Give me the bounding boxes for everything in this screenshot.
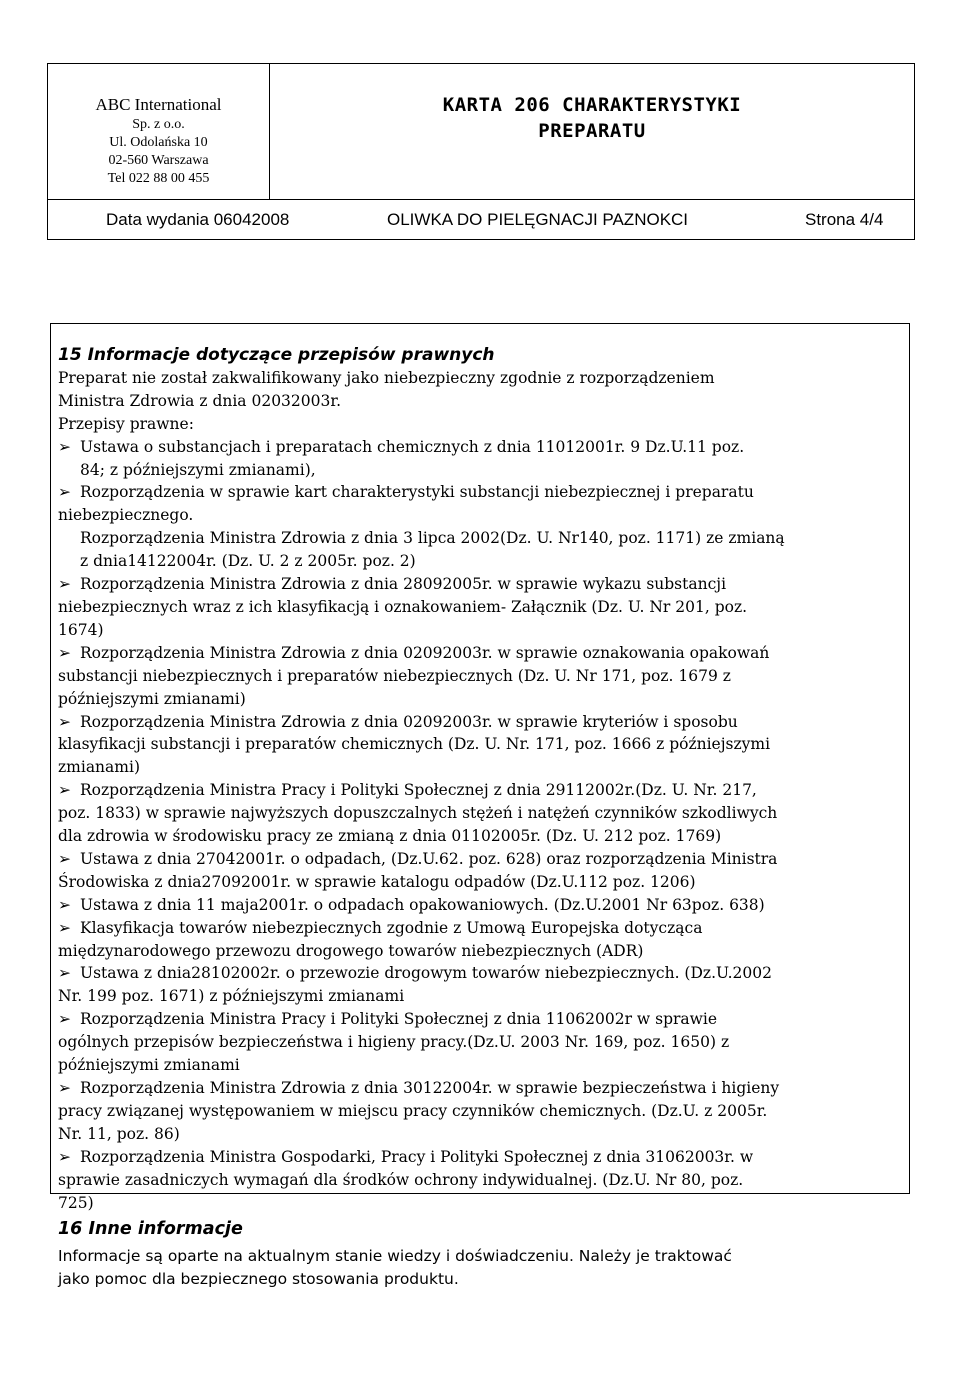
bullet-list-item <box>58 917 908 940</box>
document-header <box>47 63 915 240</box>
line-text: Ustawa o substancjach i preparatach chemicznych z dnia 11012001r. 9 Dz.U.11 poz. <box>80 437 745 456</box>
text-line <box>58 688 908 711</box>
document-title-line1: KARTA 206 CHARAKTERYSTYKI <box>442 94 742 116</box>
line-text: Nr. 11, poz. 86) <box>58 1124 180 1143</box>
line-text: Ustawa z dnia 27042001r. o odpadach, (Dz.U.62. poz. 628) oraz rozporządzenia Ministra <box>80 849 778 868</box>
text-line <box>58 527 908 550</box>
line-text: Rozporządzenia Ministra Zdrowia z dnia 30122004r. w sprawie bezpieczeństwa i higieny <box>80 1079 780 1097</box>
section-16-content <box>58 1218 908 1291</box>
arrow-bullet-icon: ➢ <box>58 1079 71 1097</box>
bullet-list-item <box>58 962 908 985</box>
text-line <box>58 413 908 436</box>
line-text: Rozporządzenia Ministra Zdrowia z dnia 02092003r. w sprawie kryteriów i sposobu <box>80 712 738 731</box>
line-text: Preparat nie został zakwalifikowany jako niebezpieczny zgodnie z rozporządzeniem <box>58 368 715 387</box>
company-name: ABC International <box>95 95 222 114</box>
arrow-bullet-icon: ➢ <box>58 643 71 662</box>
text-line <box>58 802 908 825</box>
company-phone: Tel 022 88 00 455 <box>107 171 210 186</box>
line-text: późniejszymi zmianami) <box>58 689 246 708</box>
text-line <box>58 1192 908 1215</box>
line-text: 84; z późniejszymi zmianami), <box>80 460 316 479</box>
text-line <box>58 367 908 390</box>
line-text: Rozporządzenia w sprawie kart charakterystyki substancji niebezpiecznej i preparatu <box>80 483 754 502</box>
line-text: 1674) <box>58 620 104 639</box>
line-text: Przepisy prawne: <box>58 414 194 433</box>
issue-date: Data wydania 06042008 <box>106 210 290 229</box>
company-info <box>48 64 270 200</box>
line-text: Ustawa z dnia28102002r. o przewozie drogowym towarów niebezpiecznych. (Dz.U.2002 <box>80 964 773 983</box>
text-line <box>58 459 908 482</box>
line-text: Klasyfikacja towarów niebezpiecznych zgodnie z Umową Europejska dotycząca <box>80 918 703 937</box>
line-text: klasyfikacji substancji i preparatów chemicznych (Dz. U. Nr. 171, poz. 1666 z późniejszymi <box>58 735 771 754</box>
line-text: z dnia14122004r. (Dz. U. 2 z 2005r. poz. 2) <box>80 552 416 571</box>
text-line <box>58 550 908 573</box>
bullet-list-item <box>58 711 908 734</box>
arrow-bullet-icon: ➢ <box>58 1147 71 1166</box>
line-text: zmianami) <box>58 758 140 777</box>
page-number: Strona 4/4 <box>805 210 884 229</box>
line-text: Nr. 199 poz. 1671) z późniejszymi zmianami <box>58 987 405 1006</box>
bullet-list-item <box>58 779 908 802</box>
bullet-list-item <box>58 1077 908 1100</box>
company-city: 02-560 Warszawa <box>108 153 209 168</box>
line-text: substancji niebezpiecznych i preparatów niebezpiecznych (Dz. U. Nr 171, poz. 1679 z <box>58 666 731 685</box>
text-line <box>58 1123 908 1146</box>
line-text: Środowiska z dnia27092001r. w sprawie katalogu odpadów (Dz.U.112 poz. 1206) <box>58 872 696 891</box>
text-line <box>58 504 908 527</box>
arrow-bullet-icon: ➢ <box>58 781 71 800</box>
line-text: ogólnych przepisów bezpieczeństwa i higieny pracy.(Dz.U. 2003 Nr. 169, poz. 1650) z <box>58 1033 730 1052</box>
product-name: OLIWKA DO PIELĘGNACJI PAZNOKCI <box>387 210 689 229</box>
line-text: Rozporządzenia Ministra Zdrowia z dnia 28092005r. w sprawie wykazu substancji <box>80 575 727 594</box>
arrow-bullet-icon: ➢ <box>58 1010 71 1029</box>
text-line <box>58 733 908 756</box>
line-text: późniejszymi zmianami <box>58 1056 240 1075</box>
arrow-bullet-icon: ➢ <box>58 895 71 914</box>
line-text: Ustawa z dnia 11 maja2001r. o odpadach opakowaniowych. (Dz.U.2001 Nr 63poz. 638) <box>80 895 765 914</box>
line-text: Rozporządzenia Ministra Zdrowia z dnia 02092003r. w sprawie oznakowania opakowań <box>80 643 770 662</box>
line-text: niebezpiecznych wraz z ich klasyfikacją i oznakowaniem- Załącznik (Dz. U. Nr 201, poz. <box>58 597 748 616</box>
text-line <box>58 665 908 688</box>
line-text: Ministra Zdrowia z dnia 02032003r. <box>58 391 342 410</box>
text-line <box>58 1054 908 1077</box>
line-text: Rozporządzenia Ministra Pracy i Polityki Społecznej z dnia 11062002r w sprawie <box>80 1010 718 1029</box>
line-text: niebezpiecznego. <box>58 506 194 525</box>
bullet-list-item <box>58 573 908 596</box>
document-title-line2: PREPARATU <box>538 120 646 142</box>
text-line <box>58 985 908 1008</box>
bullet-list-item <box>58 642 908 665</box>
line-text: sprawie zasadniczych wymagań dla środków ochrony indywidualnej. (Dz.U. Nr 80, poz. <box>58 1170 744 1189</box>
arrow-bullet-icon: ➢ <box>58 712 71 731</box>
text-line <box>58 1031 908 1054</box>
header-meta-row <box>48 200 914 239</box>
arrow-bullet-icon: ➢ <box>58 849 71 868</box>
text-line <box>58 619 908 642</box>
arrow-bullet-icon: ➢ <box>58 918 71 937</box>
text-line <box>58 1169 908 1192</box>
arrow-bullet-icon: ➢ <box>58 437 71 456</box>
bullet-list-item <box>58 1008 908 1031</box>
text-line <box>58 390 908 413</box>
line-text: międzynarodowego przewozu drogowego towarów niebezpiecznych (ADR) <box>58 941 644 960</box>
bullet-list-item <box>58 848 908 871</box>
line-text: pracy związanej występowaniem w miejscu pracy czynników chemicznych. (Dz.U. z 2005r. <box>58 1101 768 1120</box>
document-title <box>270 64 914 200</box>
company-form: Sp. z o.o. <box>132 117 185 132</box>
section-16-heading: 16 Inne informacje <box>58 1219 243 1239</box>
line-text: Rozporządzenia Ministra Pracy i Polityki Społecznej z dnia 29112002r.(Dz. U. Nr. 217, <box>80 781 757 800</box>
line-text: Rozporządzenia Ministra Gospodarki, Pracy i Polityki Społecznej z dnia 31062003r. w <box>80 1147 754 1166</box>
bullet-list-item <box>58 894 908 917</box>
arrow-bullet-icon: ➢ <box>58 483 71 502</box>
section-16-line: Informacje są oparte na aktualnym stanie wiedzy i doświadczeniu. Należy je traktować <box>58 1246 732 1265</box>
arrow-bullet-icon: ➢ <box>58 575 71 594</box>
arrow-bullet-icon: ➢ <box>58 964 71 983</box>
company-street: Ul. Odolańska 10 <box>109 135 208 150</box>
text-line <box>58 596 908 619</box>
section-15-heading: 15 Informacje dotyczące przepisów prawnych <box>58 345 495 365</box>
text-line <box>58 871 908 894</box>
text-line <box>58 1100 908 1123</box>
line-text: 725) <box>58 1193 94 1212</box>
text-line <box>58 825 908 848</box>
line-text: Rozporządzenia Ministra Zdrowia z dnia 3 lipca 2002(Dz. U. Nr140, poz. 1171) ze zmianą <box>80 529 785 548</box>
text-line <box>58 940 908 963</box>
text-line <box>58 756 908 779</box>
section-15-content <box>58 344 908 1214</box>
bullet-list-item <box>58 1146 908 1169</box>
bullet-list-item <box>58 436 908 459</box>
section-16-line: jako pomoc dla bezpiecznego stosowania produktu. <box>58 1269 459 1288</box>
line-text: dla zdrowia w środowisku pracy ze zmianą z dnia 01102005r. (Dz. U. 212 poz. 1769) <box>58 827 722 846</box>
line-text: poz. 1833) w sprawie najwyższych dopuszczalnych stężeń i natężeń czynników szkodliwych <box>58 804 778 823</box>
bullet-list-item <box>58 481 908 504</box>
